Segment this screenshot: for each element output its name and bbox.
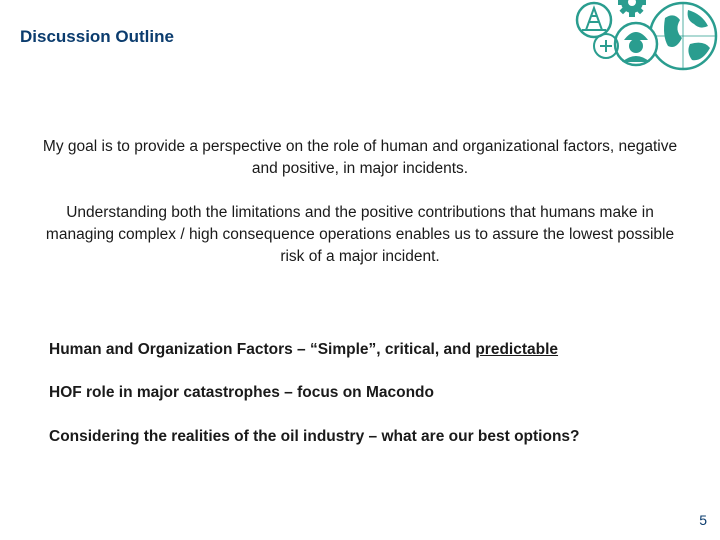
page-number: 5 [699, 512, 707, 528]
outline-item-hof-text: Human and Organization Factors – “Simple”, critical, and [49, 341, 476, 358]
gear-icon [618, 0, 646, 17]
predictable-emphasis: predictable [475, 341, 559, 358]
outline-item-hof [49, 341, 558, 359]
outline-item-macondo: HOF role in major catastrophes – focus on Macondo [49, 384, 434, 401]
goal-paragraph [40, 136, 680, 180]
outline-item-options: Considering the realities of the oil industry – what are our best options? [49, 428, 580, 445]
globe-icon [650, 3, 716, 69]
oil-rig-icon [577, 3, 611, 37]
industry-logo [570, 0, 720, 72]
understanding-paragraph [40, 202, 680, 268]
goal-text: My goal is to provide a perspective on the role of human and organizational factors, negative and positive, in major incidents. [42, 138, 678, 177]
slide-title: Discussion Outline [20, 27, 174, 46]
worker-icon [615, 23, 657, 65]
understanding-text: Understanding both the limitations and the positive contributions that humans make in managing complex / high consequence operations enables us to assure the lowest possible risk of a major incident. [45, 204, 675, 265]
